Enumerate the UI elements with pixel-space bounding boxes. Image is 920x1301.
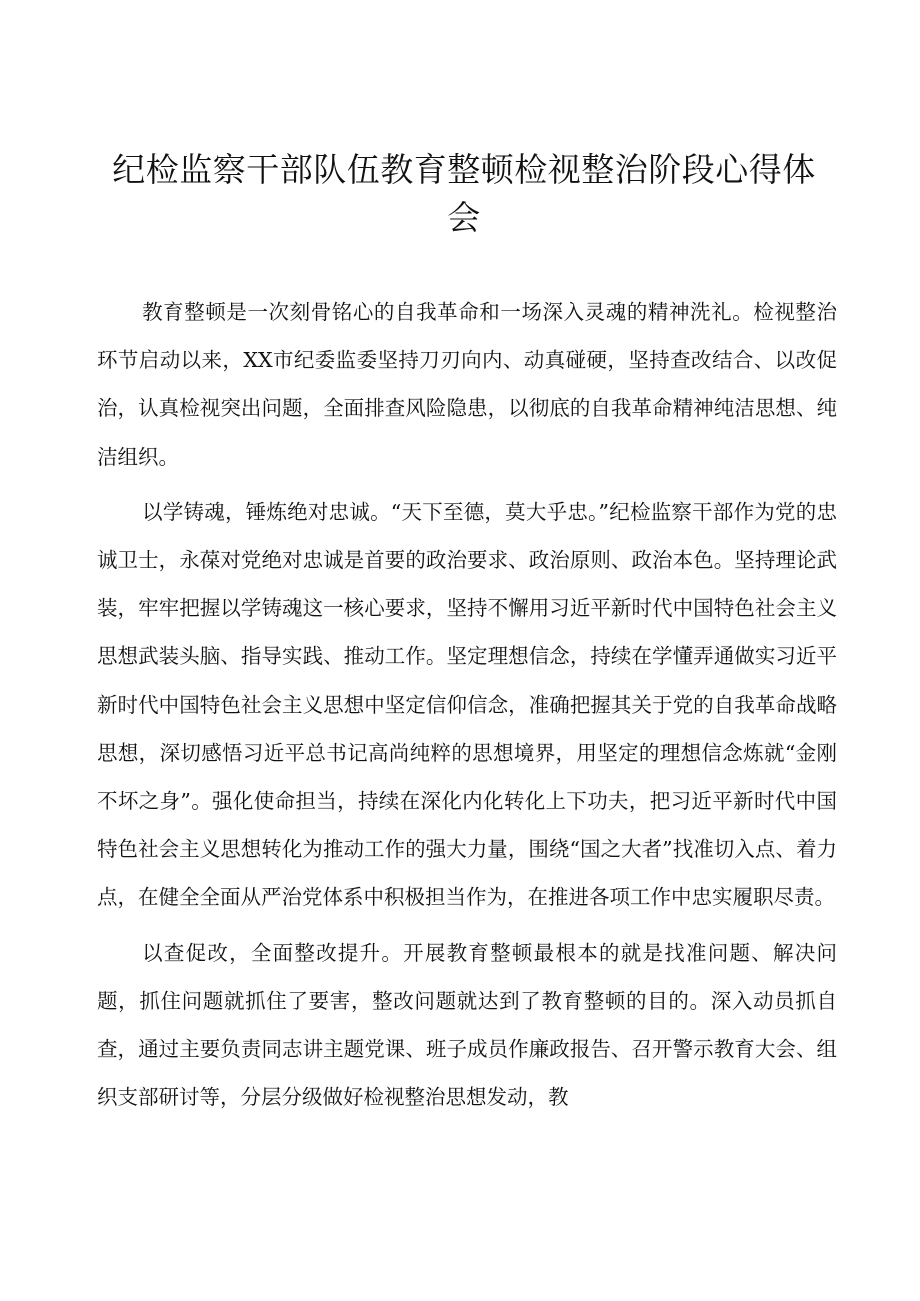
paragraph-3: 以查促改，全面整改提升。开展教育整顿最根本的就是找准问题、解决问题，抓住问题就抓住了要害，整改问题就达到了教育整顿的目的。深入动员抓自查，通过主要负责同志讲主题党课、班子成员作廉政报告、召开警示教育大会、组织支部研讨等，分层分级做好检视整治思想发动，教 <box>97 940 837 1110</box>
paragraph-1: 教育整顿是一次刻骨铭心的自我革命和一场深入灵魂的精神洗礼。检视整治环节启动以来，XX市纪委监委坚持刀刃向内、动真碰硬，坚持查改结合、以改促治，认真检视突出问题，全面排查风险隐患，以彻底的自我革命精神纯洁思想、纯洁组织。 <box>97 300 837 469</box>
document-title: 纪检监察干部队伍教育整顿检视整治阶段心得体会 <box>112 150 816 237</box>
paragraph-2: 以学铸魂，锤炼绝对忠诚。“天下至德，莫大乎忠。”纪检监察干部作为党的忠诚卫士，永葆对党绝对忠诚是首要的政治要求、政治原则、政治本色。坚持理论武装，牢牢把握以学铸魂这一核心要求，坚持不懈用习近平新时代中国特色社会主义思想武装头脑、指导实践、推动工作。坚定理想信念，持续在学懂弄通做实习近平新时代中国特色社会主义思想中坚定信仰信念，准确把握其关于党的自我革命战略思想，深切感悟习近平总书记高尚纯粹的思想境界，用坚定的理想信念炼就“金刚不坏之身”。强化使命担当，持续在深化内化转化上下功夫，把习近平新时代中国特色社会主义思想转化为推动工作的强大力量，围绕“国之大者”找准切入点、着力点，在健全全面从严治党体系中积极担当作为，在推进各项工作中忠实履职尽责。 <box>97 499 837 910</box>
document-body <box>97 288 837 1128</box>
